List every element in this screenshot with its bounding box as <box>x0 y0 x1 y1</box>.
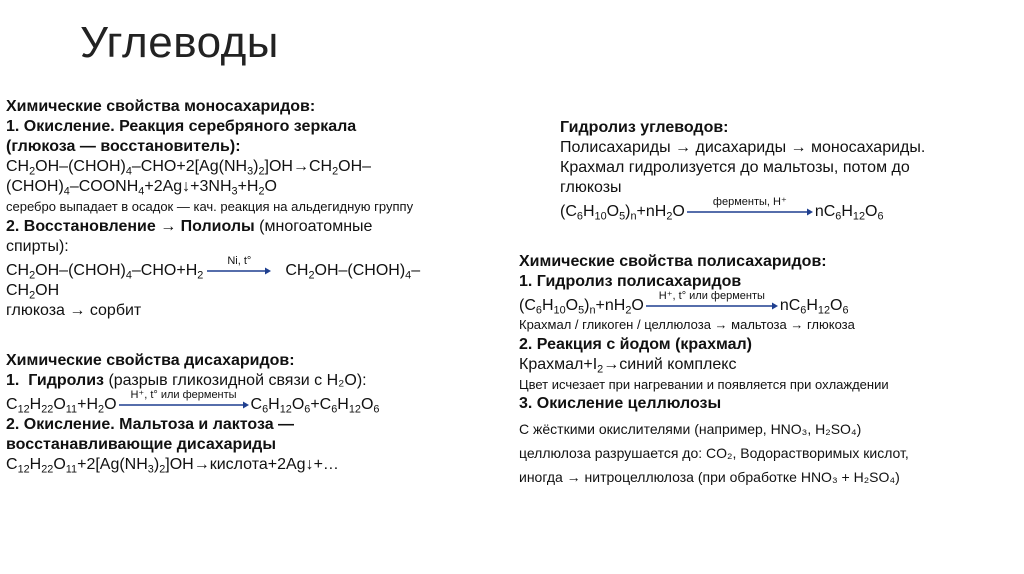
poly-hydrolysis-equation: $(C_6H_{10}O_5)_n+nH_2O$ H⁺, t° или ферменты $nC_6H_{12}O_6$ <box>519 290 849 317</box>
di-oxidation-products: кислота+2Ag↓+… <box>209 456 339 473</box>
mono-oxidation-heading-1: 1. Окисление. Реакция серебряного зеркала <box>6 118 357 135</box>
ni-arrow-icon <box>207 255 271 275</box>
iodine-equation: $Крахмал+I_2\to синий$ комплекс <box>519 356 737 376</box>
poly-heading: Химические свойства полисахаридов: <box>519 253 827 270</box>
hydrolysis-line-2: Крахмал гидролизуется до мальтозы, потом до <box>560 159 910 176</box>
di-hydrolysis-paren: (разрыв гликозидной связи с H₂O): <box>104 372 367 389</box>
cellulose-oxidation-3: иногда → нитроцеллюлоза (при обработке HNO₃ + H₂SO₄) <box>519 469 900 485</box>
di-section <box>6 351 506 475</box>
di-oxidation-heading-1: 2. Окисление. Мальтоза и лактоза — <box>6 416 295 433</box>
poly-section <box>519 252 1019 489</box>
mono-oxidation-heading-2: (глюкоза — восстановитель): <box>6 138 241 155</box>
hydro-condition: ферменты, H⁺ <box>712 196 787 208</box>
page-title: Углеводы <box>80 18 279 67</box>
iodine-color-note: Цвет исчезает при нагревании и появляется при охлаждении <box>519 377 889 392</box>
poly-chain: Крахмал / гликоген / целлюлоза → мальтоза → глюкоза <box>519 317 855 332</box>
hydrolysis-line-3: глюкозы <box>560 179 622 196</box>
di-heading: Химические свойства дисахаридов: <box>6 352 295 369</box>
di-oxidation-heading-2: восстанавливающие дисахариды <box>6 436 276 453</box>
hydrolysis-heading: Гидролиз углеводов: <box>560 119 729 136</box>
hydrolysis-section <box>560 118 1010 222</box>
di-hydrolysis-word: Гидролиз <box>28 372 104 389</box>
di-hydrolysis-num: 1. <box>6 372 20 389</box>
poly-condition: H⁺, t° или ферменты <box>658 290 765 302</box>
iodine-heading: 2. Реакция с йодом (крахмал) <box>519 336 752 353</box>
mono-reduction-heading <box>6 217 506 237</box>
cellulose-oxidation-heading: 3. Окисление целлюлозы <box>519 395 722 412</box>
iodine-product: синий комплекс <box>619 356 737 373</box>
glucose-sorbitol: глюкоза → сорбит <box>6 302 142 319</box>
poly-hydrolysis-heading: 1. Гидролиз полисахаридов <box>519 273 742 290</box>
poly-arrow-icon <box>646 290 778 310</box>
silver-note: серебро выпадает в осадок — кач. реакция на альдегидную группу <box>6 199 414 214</box>
cellulose-oxidation-2: целлюлоза разрушается до: CO₂, Водорастворимых кислот, <box>519 445 909 461</box>
mono-reduction-title: 2. Восстановление → Полиолы <box>6 218 255 235</box>
hydrolysis-equation: $(C_6H_{10}O_5)_n+nH_2O$ ферменты, H⁺ $nC_6H_{12}O_6$ <box>560 196 884 223</box>
hydrolysis-line-1: Полисахариды → дисахариды → моносахариды. <box>560 139 926 156</box>
reduction-equation-tail: $CH_2OH$ <box>6 282 60 302</box>
mono-reduction-paren: (многоатомные <box>254 218 373 235</box>
cellulose-oxidation-1: С жёсткими окислителями (например, HNO₃, H₂SO₄) <box>519 421 862 437</box>
di-hydrolysis-heading <box>6 371 506 391</box>
di-hydrolysis-equation: $C_{12}H_{22}O_{11}+H_2O$ H⁺, t° или ферменты $C_6H_{12}O_6+C_6H_{12}O_6$ <box>6 389 380 416</box>
di-arrow-icon <box>119 389 249 409</box>
silver-mirror-equation-2: $(CHOH)_4-COONH_4+2Ag↓+3NH_3+H_2O$ <box>6 178 277 198</box>
ni-condition: Ni, t° <box>227 255 252 267</box>
mono-heading: Химические свойства моносахаридов: <box>6 98 316 115</box>
mono-section <box>6 97 506 321</box>
reduction-equation: $CH_2OH-(CHOH)_4-CHO+H_2$ Ni, t° $CH_2OH-(CHOH)_4-$ <box>6 255 421 282</box>
mono-reduction-paren-2: спирты): <box>6 238 69 255</box>
di-condition: H⁺, t° или ферменты <box>130 389 237 401</box>
hydro-arrow-icon <box>687 196 813 216</box>
silver-mirror-equation-1: $CH_2OH-(CHOH)_4-CHO+2[Ag(NH_3)_2]OH\to CH_2OH-$ <box>6 158 372 178</box>
di-oxidation-equation: $C_{12}H_{22}O_{11}+2[Ag(NH_3)_2]OH\to кислота+2Ag↓+\dots$ <box>6 456 339 476</box>
